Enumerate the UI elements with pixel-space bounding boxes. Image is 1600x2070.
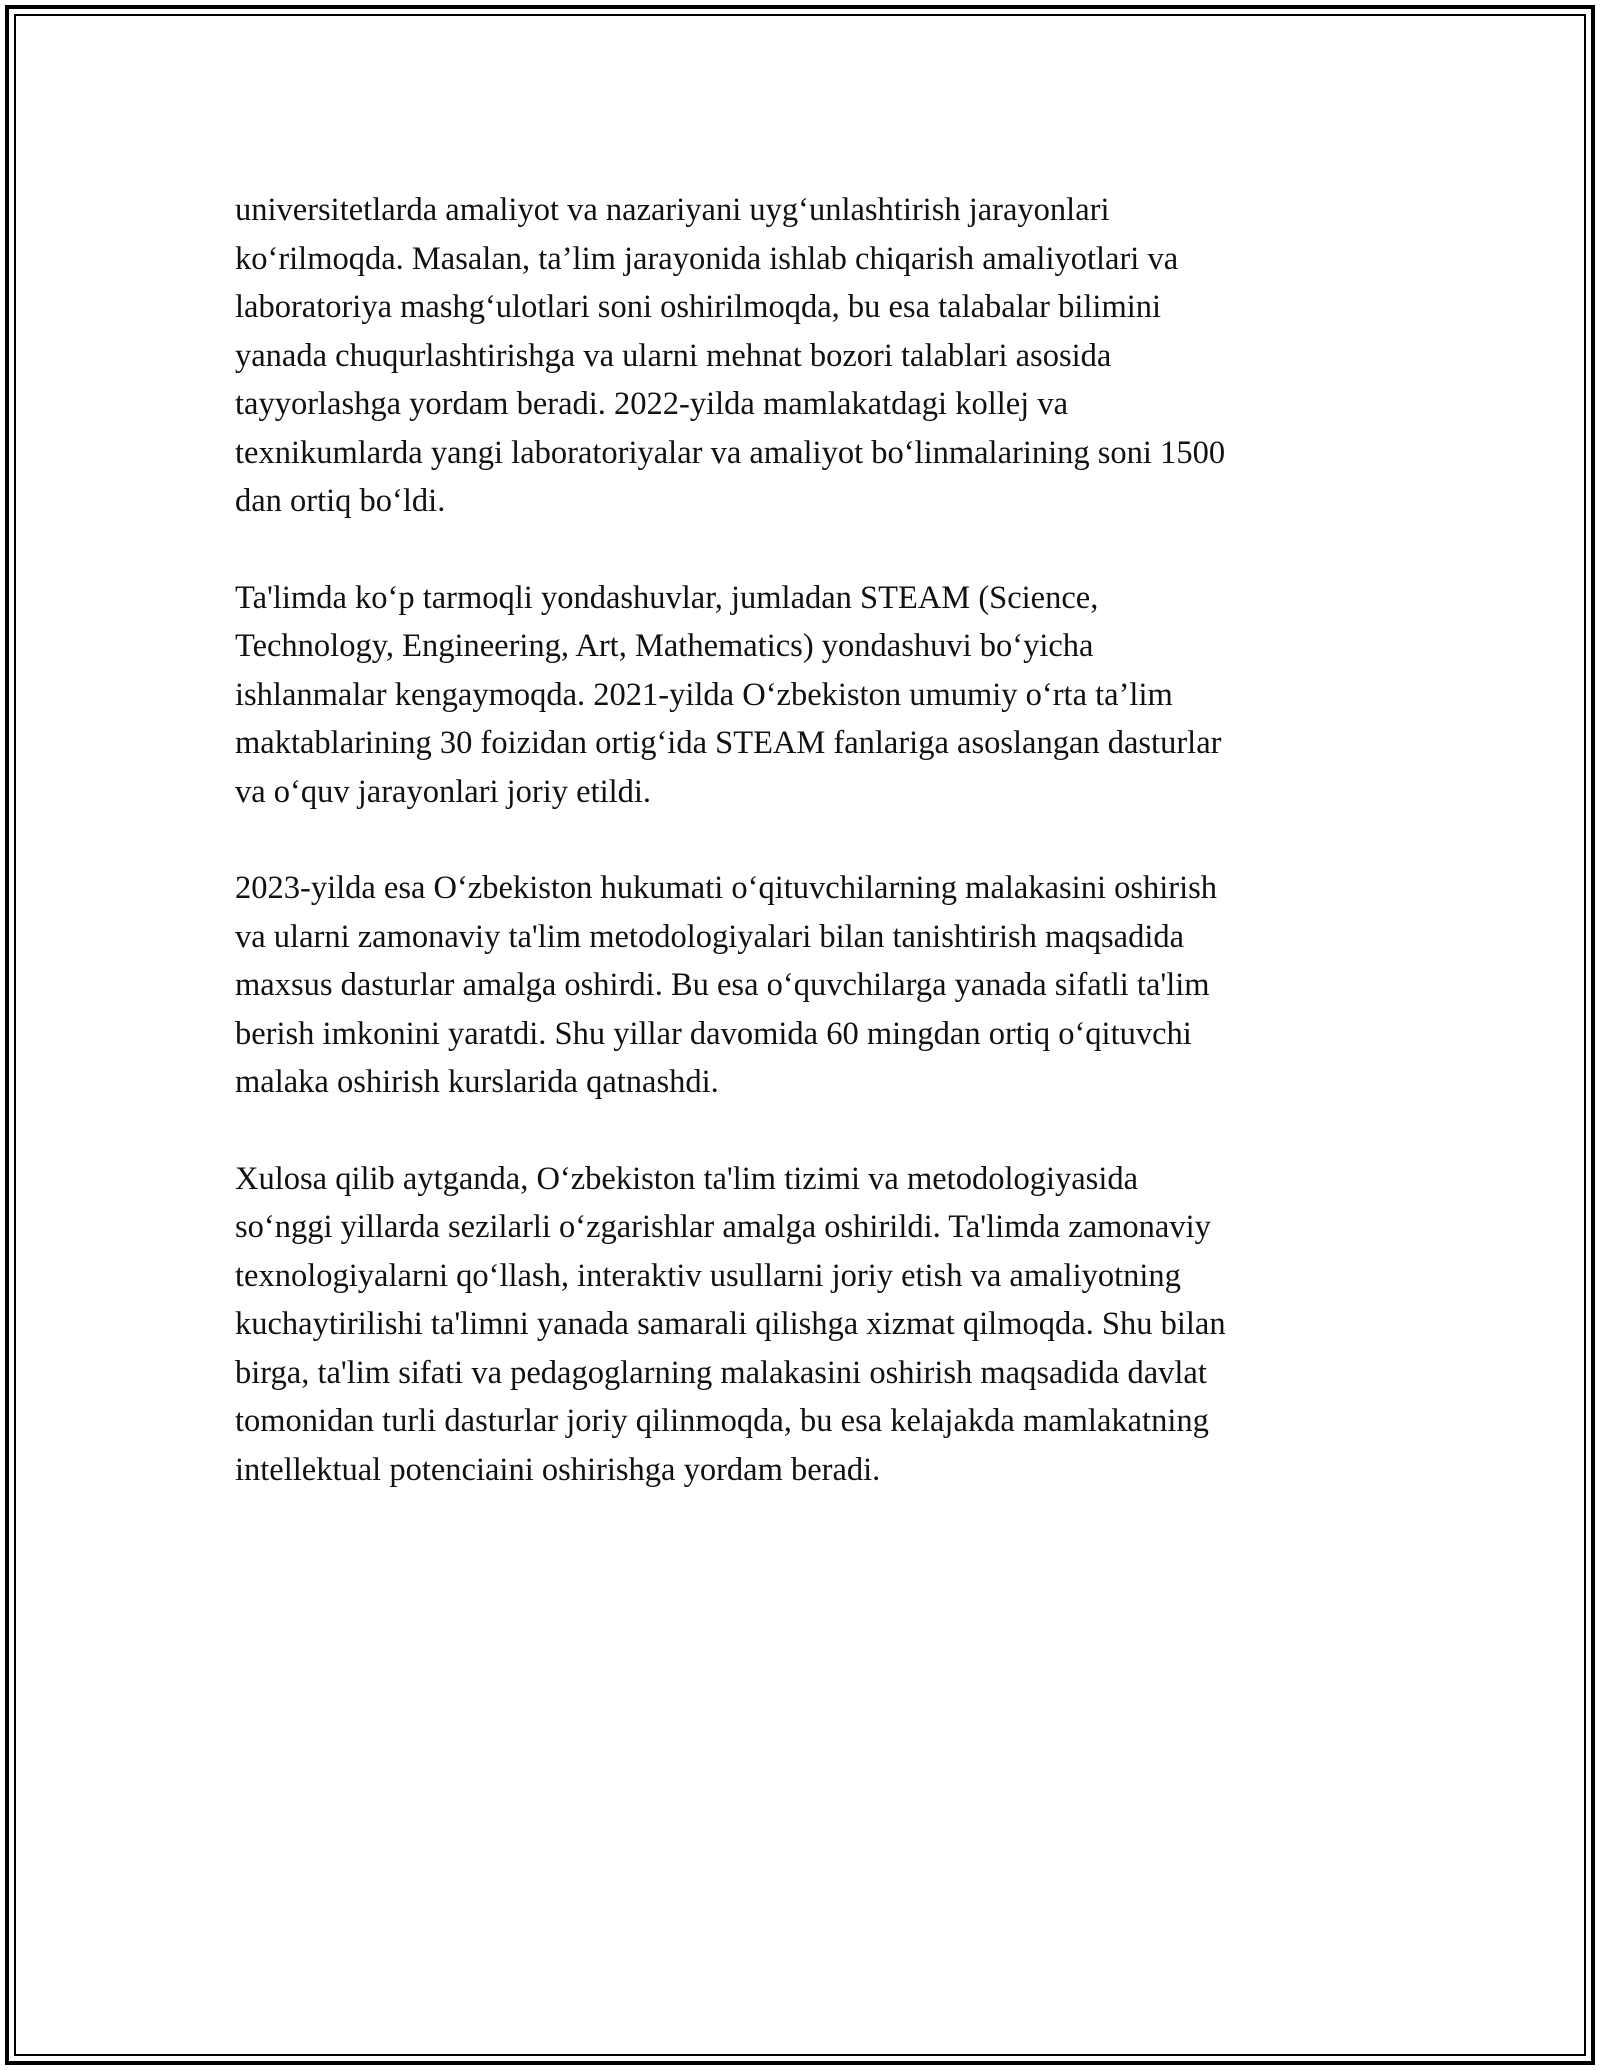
text-line: ko‘rilmoqda. Masalan, ta’lim jarayonida ishlab chiqarish amaliyotlari va: [235, 240, 1179, 277]
paragraph-2: [235, 574, 1370, 817]
text-line: tayyorlashga yordam beradi. 2022-yilda mamlakatdagi kollej va: [235, 386, 1069, 422]
text-line: texnologiyalarni qo‘llash, interaktiv usullarni joriy etish va amaliyotning: [235, 1257, 1181, 1294]
text-line: birga, ta'lim sifati va pedagoglarning malakasini oshirish maqsadida davlat: [235, 1354, 1207, 1391]
text-line: va ularni zamonaviy ta'lim metodologiyalari bilan tanishtirish maqsadida: [235, 918, 1185, 955]
text-line: tomonidan turli dasturlar joriy qilinmoqda, bu esa kelajakda mamlakatning: [235, 1403, 1209, 1439]
document-body: [235, 186, 1370, 1542]
text-line: so‘nggi yillarda sezilarli o‘zgarishlar amalga oshirildi. Ta'limda zamonaviy: [235, 1209, 1211, 1245]
text-line: 2023-yilda esa O‘zbekiston hukumati o‘qituvchilarning malakasini oshirish: [235, 870, 1218, 906]
text-line: yanada chuqurlashtirishga va ularni mehnat bozori talablari asosida: [235, 337, 1112, 374]
paragraph-4: [235, 1155, 1370, 1495]
text-line: ishlanmalar kengaymoqda. 2021-yilda O‘zbekiston umumiy o‘rta ta’lim: [235, 676, 1173, 713]
text-line: dan ortiq bo‘ldi.: [235, 483, 446, 519]
text-line: laboratoriya mashg‘ulotlari soni oshirilmoqda, bu esa talabalar bilimini: [235, 289, 1162, 325]
text-line: maxsus dasturlar amalga oshirdi. Bu esa o‘quvchilarga yanada sifatli ta'lim: [235, 967, 1210, 1003]
text-line: berish imkonini yaratdi. Shu yillar davomida 60 mingdan ortiq o‘qituvchi: [235, 1015, 1192, 1052]
text-line: Ta'limda ko‘p tarmoqli yondashuvlar, jumladan STEAM (Science,: [235, 579, 1099, 616]
paragraph-3: [235, 864, 1370, 1107]
text-line: intellektual potenciaini oshirishga yordam beradi.: [235, 1451, 881, 1488]
text-line: va o‘quv jarayonlari joriy etildi.: [235, 773, 652, 810]
text-line: Xulosa qilib aytganda, O‘zbekiston ta'lim tizimi va metodologiyasida: [235, 1160, 1139, 1197]
text-line: texnikumlarda yangi laboratoriyalar va amaliyot bo‘linmalarining soni 1500: [235, 434, 1226, 471]
paragraph-1: [235, 186, 1370, 526]
text-line: universitetlarda amaliyot va nazariyani uyg‘unlashtirish jarayonlari: [235, 192, 1110, 228]
text-line: kuchaytirilishi ta'limni yanada samarali qilishga xizmat qilmoqda. Shu bilan: [235, 1306, 1226, 1342]
text-line: Technology, Engineering, Art, Mathematics) yondashuvi bo‘yicha: [235, 628, 1094, 664]
text-line: maktablarining 30 foizidan ortig‘ida STEAM fanlariga asoslangan dasturlar: [235, 725, 1222, 761]
text-line: malaka oshirish kurslarida qatnashdi.: [235, 1064, 719, 1100]
